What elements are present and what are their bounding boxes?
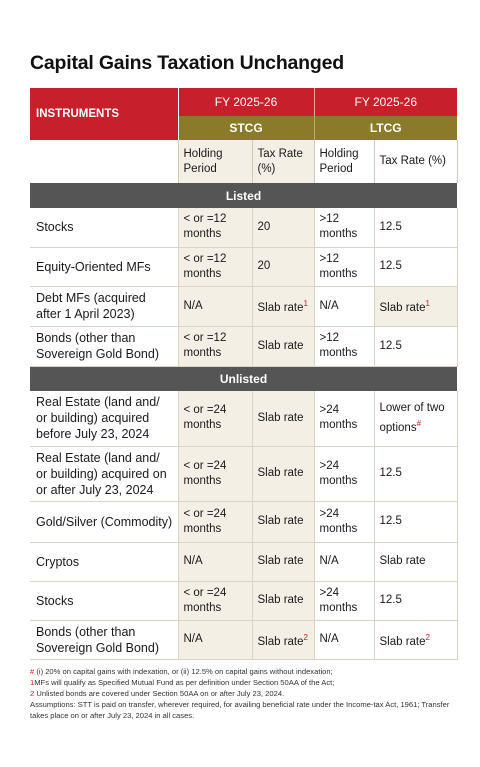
table-row [30,247,457,286]
stcg-holding-cell: < or =24 months [178,446,252,501]
ltcg-holding-cell: N/A [314,542,374,581]
fy-ltcg-header: FY 2025-26 [314,88,457,116]
stcg-header: STCG [178,116,314,140]
table-row [30,326,457,366]
stcg-rate-cell [252,620,314,659]
stcg-holding-cell: N/A [178,620,252,659]
subheader-row [30,140,457,183]
stcg-tax-rate-header: Tax Rate (%) [252,140,314,183]
instrument-cell: Bonds (other than Sovereign Gold Bond) [30,326,178,366]
instruments-header: INSTRUMENTS [30,88,178,140]
stcg-holding-cell: < or =24 months [178,391,252,446]
subheader-blank [30,140,178,183]
stcg-holding-cell: N/A [178,542,252,581]
table-row [30,391,457,446]
instrument-cell: Debt MFs (acquired after 1 April 2023) [30,286,178,326]
ltcg-holding-period-header: Holding Period [314,140,374,183]
ltcg-rate-text: Slab rate [379,301,426,314]
stcg-holding-cell: < or =12 months [178,247,252,286]
ltcg-holding-cell: N/A [314,286,374,326]
ltcg-holding-cell: >24 months [314,391,374,446]
stcg-rate-cell: Slab rate [252,581,314,620]
footnote-two-mark: 2 [30,689,35,698]
footnote-assumptions: Assumptions: STT is paid on transfer, wherever required, for availing beneficial rate under the Income-tax Act, 1961; Transfer takes place on or after July 23, 2024 in all cases. [30,700,450,720]
stcg-rate-cell: Slab rate [252,391,314,446]
ltcg-rate-cell: 12.5 [374,446,457,501]
table-row [30,620,457,659]
stcg-rate-cell [252,286,314,326]
ltcg-holding-cell: >24 months [314,501,374,542]
stcg-rate-cell: 20 [252,208,314,247]
ltcg-holding-cell: N/A [314,620,374,659]
instrument-cell: Cryptos [30,542,178,581]
fy-stcg-header: FY 2025-26 [178,88,314,116]
table-row [30,542,457,581]
ltcg-rate-cell [374,620,457,659]
page-title: Capital Gains Taxation Unchanged [30,52,344,74]
footnote-mark: 2 [303,632,308,642]
stcg-holding-cell: N/A [178,286,252,326]
ltcg-rate-cell: 12.5 [374,208,457,247]
ltcg-holding-cell: >24 months [314,446,374,501]
footnote-two-text: Unlisted bonds are covered under Section 50AA on or after July 23, 2024. [36,689,285,698]
footnote-one-text: MFs will qualify as Specified Mutual Fund as per definition under Section 50AA of the Act; [34,678,335,687]
ltcg-header: LTCG [314,116,457,140]
stcg-holding-period-header: Holding Period [178,140,252,183]
instrument-cell: Real Estate (land and/ or building) acquired on or after July 23, 2024 [30,446,178,501]
stcg-rate-cell: Slab rate [252,446,314,501]
instrument-cell: Equity-Oriented MFs [30,247,178,286]
stcg-holding-cell: < or =12 months [178,326,252,366]
footnote-one [30,677,460,688]
instrument-cell: Gold/Silver (Commodity) [30,501,178,542]
section-unlisted [30,366,457,391]
tax-table [30,88,458,660]
instrument-cell: Real Estate (land and/ or building) acquired before July 23, 2024 [30,391,178,446]
footnote-mark: # [416,418,422,428]
table-row [30,581,457,620]
footnote-mark: 1 [425,299,430,309]
stcg-rate-text: Slab rate [257,635,304,648]
ltcg-rate-text: Slab rate [379,635,426,648]
ltcg-rate-text: Lower of two options [379,401,445,434]
table-row [30,501,457,542]
ltcg-holding-cell: >24 months [314,581,374,620]
table-row [30,446,457,501]
footnote-mark: 2 [425,632,430,642]
footnote-hash-text: (i) 20% on capital gains with indexation, or (ii) 12.5% on capital gains without indexation; [36,667,333,676]
footnote-mark: 1 [303,299,308,309]
table-row [30,286,457,326]
section-listed-label: Listed [30,183,457,208]
ltcg-rate-cell: 12.5 [374,247,457,286]
stcg-holding-cell: < or =12 months [178,208,252,247]
footnote-one-mark: 1 [30,678,35,687]
stcg-rate-cell: 20 [252,247,314,286]
section-listed [30,183,457,208]
footnotes [30,666,460,721]
instrument-cell: Bonds (other than Sovereign Gold Bond) [30,620,178,659]
ltcg-rate-cell: 12.5 [374,501,457,542]
ltcg-rate-cell: 12.5 [374,326,457,366]
section-unlisted-label: Unlisted [30,366,457,391]
stcg-rate-cell: Slab rate [252,542,314,581]
ltcg-rate-cell [374,286,457,326]
stcg-rate-cell: Slab rate [252,326,314,366]
instrument-cell: Stocks [30,581,178,620]
footnote-hash-mark: # [30,667,35,676]
stcg-holding-cell: < or =24 months [178,581,252,620]
footnote-two [30,688,460,699]
stcg-rate-text: Slab rate [257,301,304,314]
ltcg-holding-cell: >12 months [314,326,374,366]
ltcg-rate-cell: 12.5 [374,581,457,620]
footnote-hash [30,666,460,677]
ltcg-holding-cell: >12 months [314,247,374,286]
stcg-rate-cell: Slab rate [252,501,314,542]
ltcg-holding-cell: >12 months [314,208,374,247]
ltcg-tax-rate-header: Tax Rate (%) [374,140,457,183]
table-row [30,208,457,247]
ltcg-rate-cell [374,391,457,446]
ltcg-rate-cell: Slab rate [374,542,457,581]
instrument-cell: Stocks [30,208,178,247]
stcg-holding-cell: < or =24 months [178,501,252,542]
header-row-fy [30,88,457,116]
